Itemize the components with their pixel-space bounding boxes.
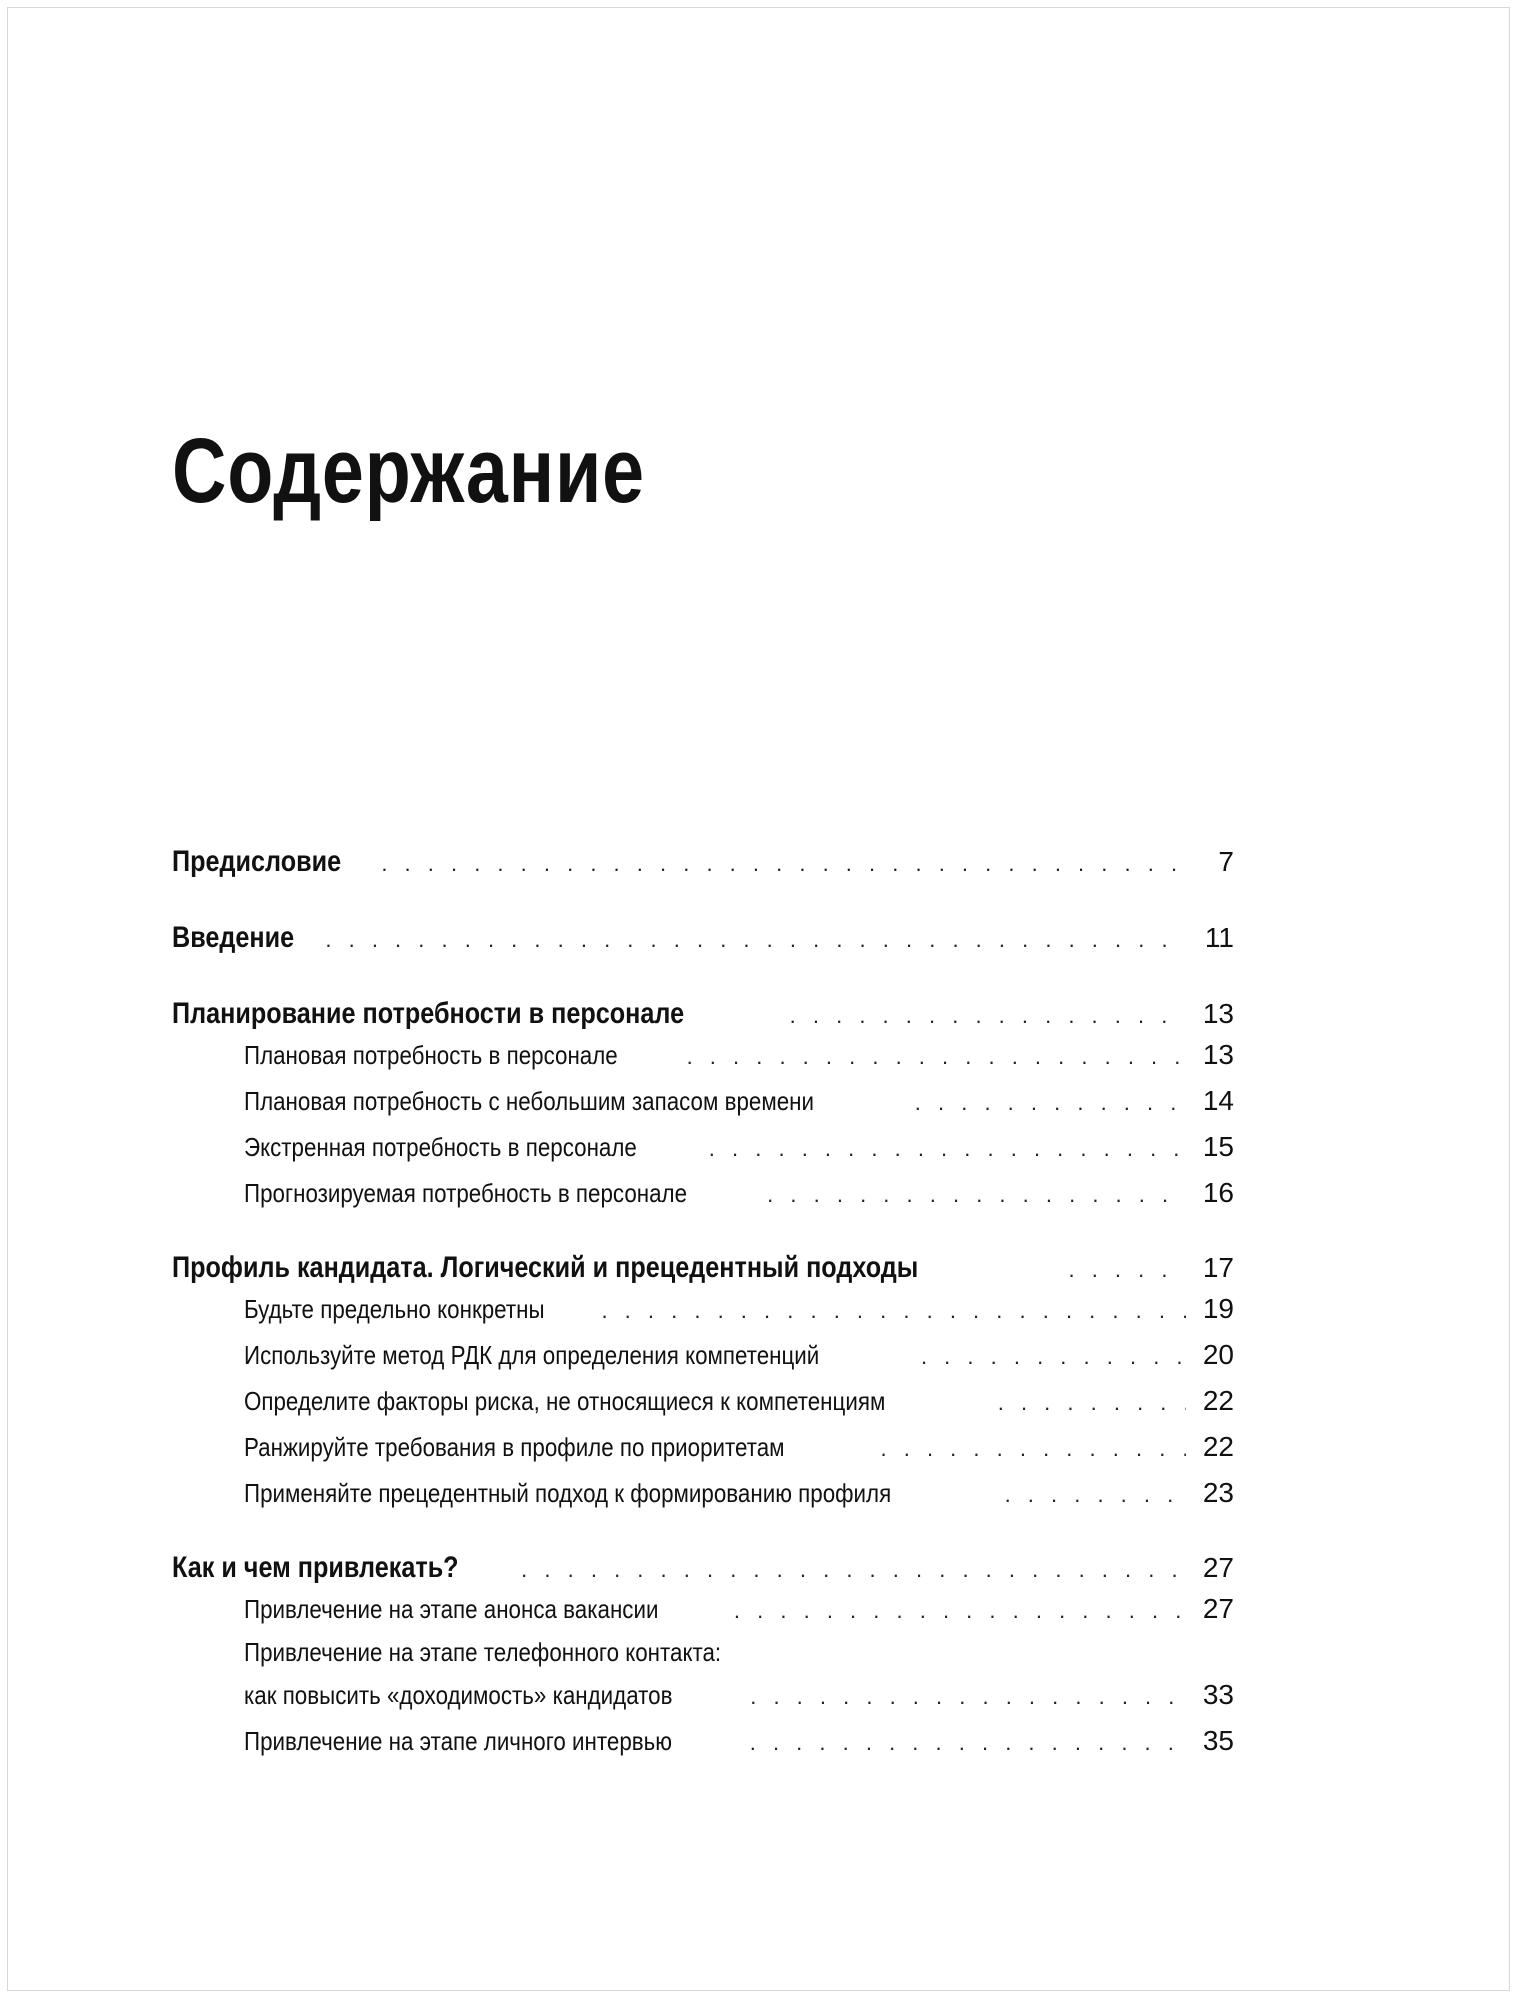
- toc-section[interactable]: [172, 1378, 1234, 1424]
- dot-leader: [767, 1172, 1186, 1218]
- toc-page-number: 19: [1202, 1293, 1234, 1324]
- toc-entry-label: Используйте метод РДК для определения компетенций: [244, 1340, 820, 1370]
- toc-page-number: 13: [1202, 1039, 1234, 1070]
- dot-leader: [750, 1720, 1186, 1766]
- toc-section[interactable]: [172, 1424, 1234, 1470]
- toc-chapter-preface[interactable]: [172, 838, 1234, 886]
- toc-chapter-2[interactable]: [172, 1244, 1234, 1292]
- toc-section[interactable]: [172, 1718, 1234, 1764]
- toc-entry-label: Введение: [172, 921, 295, 954]
- toc-entry-label: Планирование потребности в персонале: [172, 997, 685, 1030]
- toc-entry-label: Предисловие: [172, 845, 342, 878]
- dot-leader: [601, 1288, 1186, 1334]
- dot-leader: [921, 1334, 1186, 1380]
- dot-leader: [750, 1674, 1186, 1720]
- table-of-contents: [172, 838, 1234, 1764]
- dot-leader: [325, 916, 1186, 964]
- toc-entry-label: как повысить «доходимость» кандидатов: [244, 1680, 673, 1710]
- dot-leader: [881, 1426, 1187, 1472]
- toc-page-number: 16: [1202, 1177, 1234, 1208]
- dot-leader: [998, 1380, 1186, 1426]
- toc-entry-label: Профиль кандидата. Логический и прецедентный подходы: [172, 1251, 919, 1284]
- toc-entry-label: Привлечение на этапе анонса вакансии: [244, 1594, 659, 1624]
- toc-entry-label: Плановая потребность с небольшим запасом времени: [244, 1086, 814, 1116]
- toc-page-number: 20: [1202, 1339, 1234, 1370]
- dot-leader: [734, 1588, 1186, 1634]
- toc-section[interactable]: [172, 1124, 1234, 1170]
- toc-page-number: 14: [1202, 1085, 1234, 1116]
- dot-leader: [1005, 1472, 1186, 1518]
- toc-page-number: 33: [1202, 1679, 1234, 1710]
- toc-page-number: 23: [1202, 1477, 1234, 1508]
- toc-section-line1[interactable]: [172, 1632, 1234, 1672]
- dot-leader: [790, 992, 1186, 1040]
- toc-entry-label: Плановая потребность в персонале: [244, 1040, 618, 1070]
- toc-chapter-1[interactable]: [172, 990, 1234, 1038]
- toc-page-number: 11: [1204, 922, 1234, 953]
- dot-leader: [1068, 1246, 1186, 1294]
- toc-chapter-3[interactable]: [172, 1544, 1234, 1592]
- toc-page-number: 13: [1202, 998, 1234, 1029]
- toc-page-number: 22: [1202, 1431, 1234, 1462]
- toc-page-number: 15: [1202, 1131, 1234, 1162]
- toc-entry-label: Определите факторы риска, не относящиеся к компетенциям: [244, 1386, 886, 1416]
- toc-page-number: 35: [1202, 1725, 1234, 1756]
- toc-entry-label: Будьте предельно конкретны: [244, 1294, 545, 1324]
- toc-entry-label: Экстренная потребность в персонале: [244, 1132, 637, 1162]
- toc-chapter-intro[interactable]: [172, 914, 1234, 962]
- toc-section[interactable]: [172, 1470, 1234, 1516]
- toc-page-number: 27: [1202, 1593, 1234, 1624]
- toc-section[interactable]: [172, 1332, 1234, 1378]
- toc-section[interactable]: [172, 1078, 1234, 1124]
- dot-leader: [381, 840, 1186, 888]
- toc-section[interactable]: [172, 1286, 1234, 1332]
- dot-leader: [687, 1034, 1186, 1080]
- toc-page-number: 7: [1218, 846, 1234, 877]
- toc-page-number: 17: [1202, 1252, 1234, 1283]
- toc-section[interactable]: [172, 1672, 1234, 1718]
- dot-leader: [915, 1080, 1186, 1126]
- toc-entry-label: Применяйте прецедентный подход к формированию профиля: [244, 1478, 892, 1508]
- toc-page-number: 27: [1202, 1552, 1234, 1583]
- toc-entry-label: Привлечение на этапе телефонного контакта:: [244, 1637, 722, 1667]
- toc-entry-label: Ранжируйте требования в профиле по приоритетам: [244, 1432, 785, 1462]
- dot-leader: [709, 1126, 1186, 1172]
- page-title: Содержание: [172, 420, 645, 522]
- toc-section[interactable]: [172, 1032, 1234, 1078]
- toc-entry-label: Привлечение на этапе личного интервью: [244, 1726, 673, 1756]
- toc-page-number: 22: [1202, 1385, 1234, 1416]
- toc-entry-label: Прогнозируемая потребность в персонале: [244, 1178, 688, 1208]
- toc-entry-label: Как и чем привлекать?: [172, 1551, 459, 1584]
- toc-section[interactable]: [172, 1170, 1234, 1216]
